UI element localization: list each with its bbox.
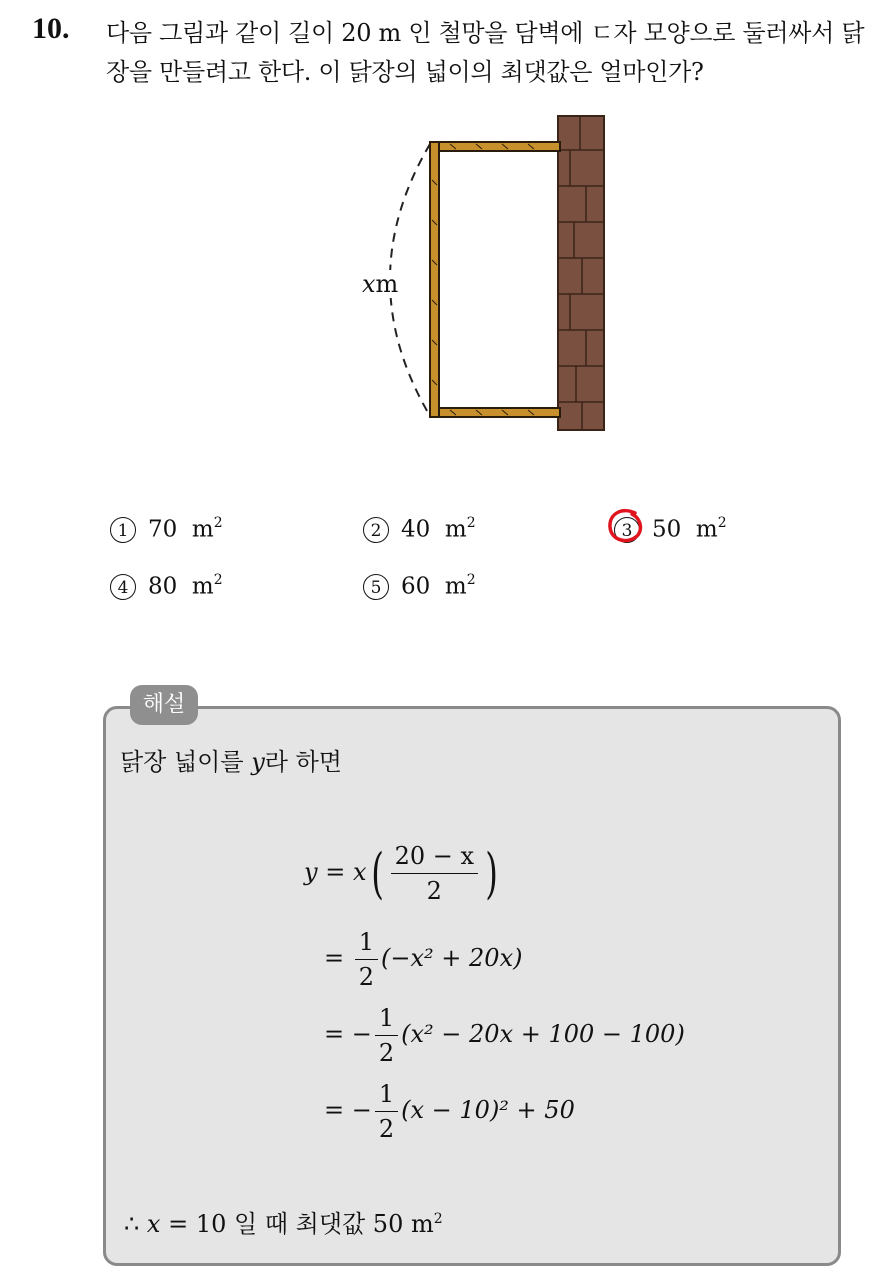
eq4-equals: = − [324, 1096, 372, 1124]
choice-5[interactable] [363, 572, 476, 600]
choice-unit: m [191, 516, 214, 543]
choice-value: 50 [652, 516, 682, 543]
eq3-equals: = − [324, 1020, 372, 1048]
therefore-symbol: ∴ [124, 1210, 140, 1238]
equation-line-4 [324, 1080, 575, 1143]
eq4-fraction [375, 1080, 398, 1143]
eq4-numerator: 1 [375, 1080, 398, 1112]
eq2-fraction [355, 928, 378, 991]
intro-var: y [251, 748, 265, 776]
wall [558, 116, 604, 430]
solution-tag: 해설 [130, 685, 198, 725]
eq1-equals: = [325, 858, 346, 886]
fence-figure [350, 110, 620, 440]
eq1-denominator: 2 [426, 877, 442, 905]
eq3-denominator: 2 [378, 1039, 395, 1067]
length-var: x [362, 270, 376, 298]
choice-number: 3 [614, 517, 640, 543]
choice-exponent: 2 [213, 572, 223, 588]
fence-frame [430, 142, 560, 417]
choice-value: 40 [401, 516, 431, 543]
choice-number: 1 [110, 517, 136, 543]
question-number: 10. [32, 12, 70, 45]
eq1-fraction [391, 842, 478, 905]
eq1-numerator: 20 − x [391, 842, 478, 874]
choice-exponent: 2 [466, 515, 476, 531]
length-label [360, 270, 400, 298]
right-paren: ) [485, 841, 498, 905]
conclusion-var: x [146, 1210, 161, 1238]
intro-after: 라 하면 [264, 748, 342, 776]
choice-number: 2 [363, 517, 389, 543]
choice-unit: m [695, 516, 718, 543]
solution-intro [120, 742, 342, 777]
choice-unit: m [444, 516, 467, 543]
question-text: 다음 그림과 같이 길이 20 m 인 철망을 담벽에 ㄷ자 모양으로 둘러싸서 닭장을 만들려고 한다. 이 닭장의 넓이의 최댓값은 얼마인가? [106, 19, 865, 86]
choice-4[interactable] [110, 572, 223, 600]
eq4-body: (x − 10)² + 50 [401, 1096, 575, 1124]
choice-unit: m [191, 573, 214, 600]
choice-exponent: 2 [213, 515, 223, 531]
choice-3[interactable] [614, 515, 727, 543]
equation-line-3 [324, 1004, 685, 1067]
eq3-body: (x² − 20x + 100 − 100) [401, 1020, 685, 1048]
choice-unit: m [444, 573, 467, 600]
intro-before: 닭장 넓이를 [120, 748, 252, 776]
choice-number: 5 [363, 574, 389, 600]
eq2-denominator: 2 [358, 963, 375, 991]
eq3-fraction [375, 1004, 398, 1067]
length-unit: m [375, 270, 399, 298]
eq1-lhs: y [304, 858, 318, 886]
eq2-numerator: 1 [355, 928, 378, 960]
choice-number: 4 [110, 574, 136, 600]
choice-exponent: 2 [466, 572, 476, 588]
conclusion-exponent: 2 [433, 1211, 443, 1227]
eq3-numerator: 1 [375, 1004, 398, 1036]
choice-exponent: 2 [717, 515, 727, 531]
eq1-x: x [352, 858, 367, 886]
left-paren: ( [370, 841, 384, 905]
choice-1[interactable] [110, 515, 223, 543]
equation-line-1 [304, 842, 502, 905]
choice-value: 80 [148, 573, 178, 600]
eq4-denominator: 2 [378, 1115, 395, 1143]
fence-hatching [432, 144, 534, 415]
conclusion-text: = 10 일 때 최댓값 50 m [160, 1210, 434, 1238]
solution-conclusion [124, 1204, 443, 1239]
choice-value: 70 [148, 516, 178, 543]
eq2-body: (−x² + 20x) [381, 944, 523, 972]
equation-line-2 [324, 928, 522, 991]
eq2-equals: = [324, 944, 345, 972]
choice-2[interactable] [363, 515, 476, 543]
choice-value: 60 [401, 573, 431, 600]
